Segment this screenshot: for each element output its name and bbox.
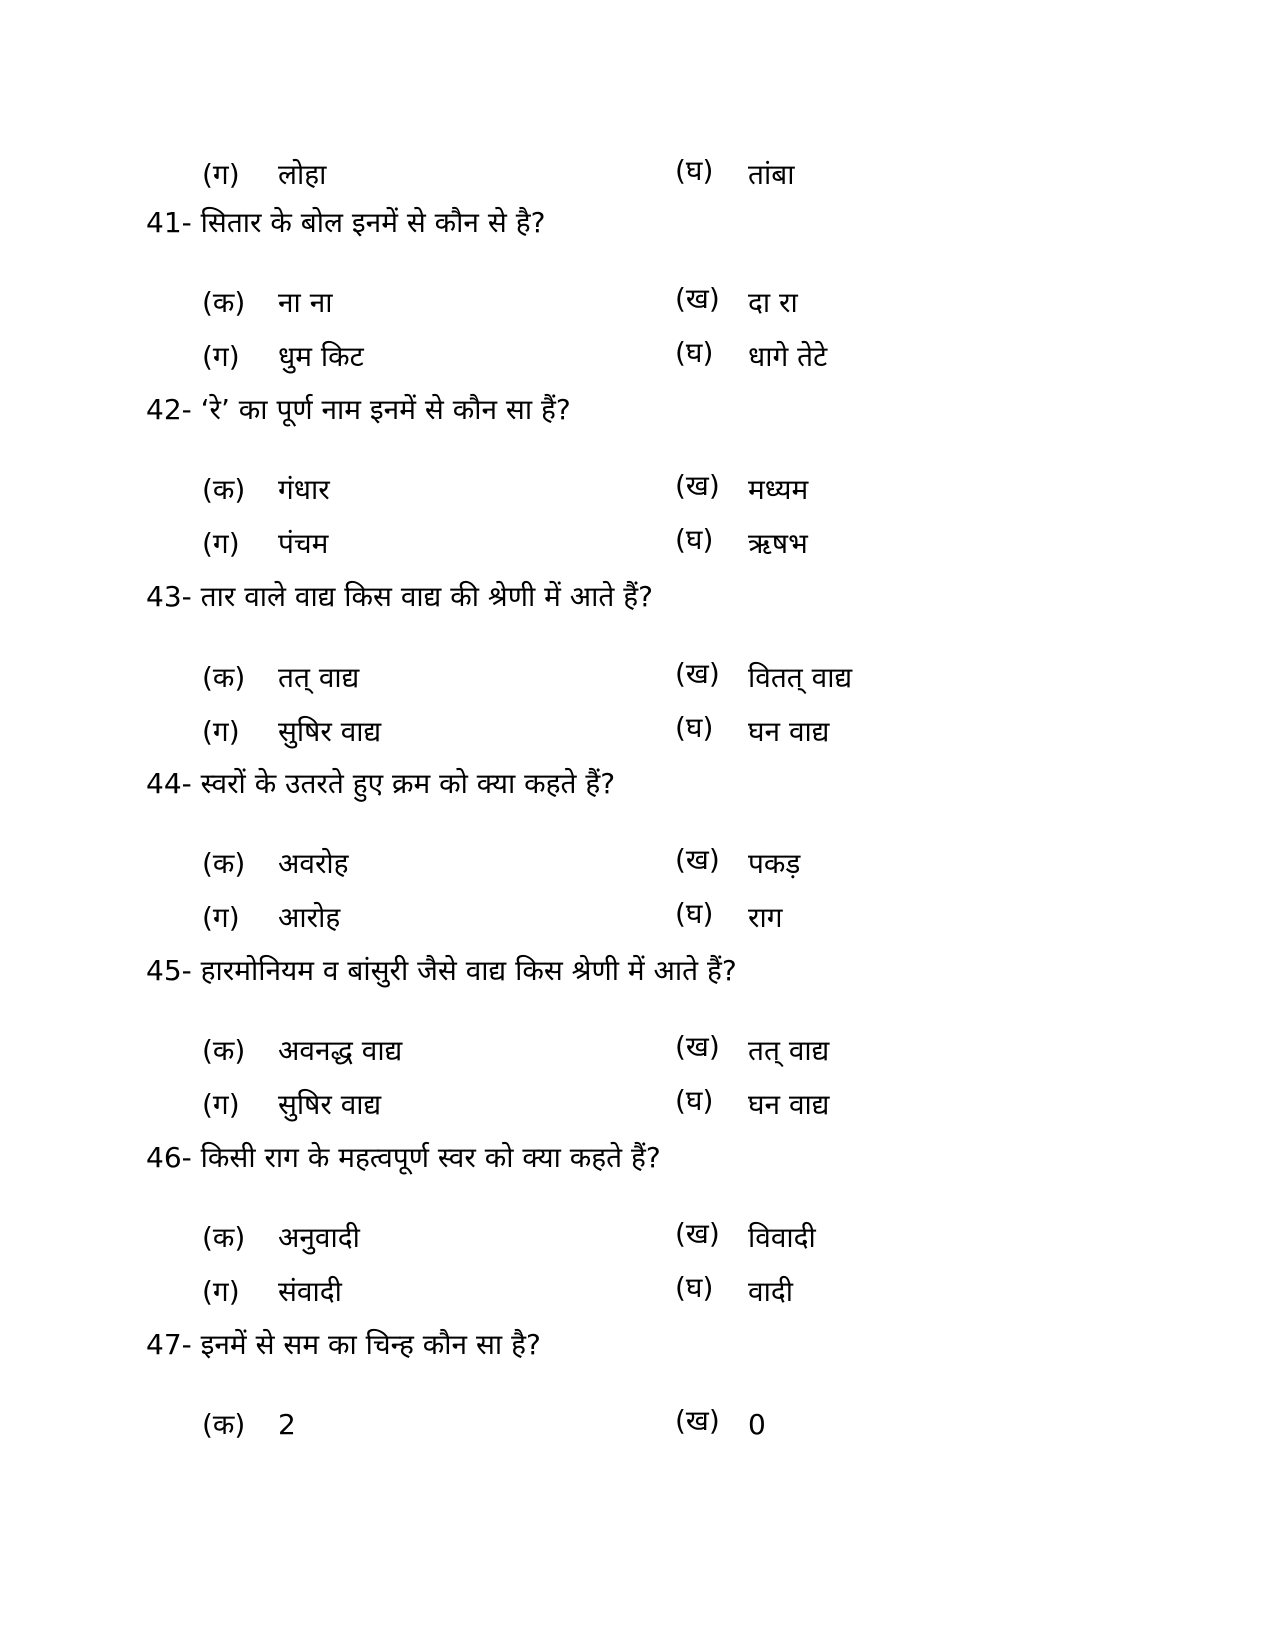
option-label: (ग): [202, 340, 240, 373]
option-label: (घ): [675, 897, 714, 930]
question-41: [146, 205, 545, 241]
option-text: अवनद्ध वाद्य: [278, 1034, 403, 1067]
question-text: सितार के बोल इनमें से कौन से है?: [200, 206, 546, 239]
option-text: सुषिर वाद्य: [278, 715, 382, 748]
option-label: (ग): [202, 1088, 240, 1121]
option-text: विवादी: [748, 1221, 816, 1254]
option-label: (क): [202, 847, 246, 880]
question-number: 44-: [146, 767, 192, 800]
option-label: (क): [202, 1034, 246, 1067]
question-text: इनमें से सम का चिन्ह कौन सा है?: [200, 1328, 541, 1361]
option-text: गंधार: [278, 473, 330, 506]
option-label: (ग): [202, 715, 240, 748]
question-47: [146, 1327, 541, 1363]
option-label: (ग): [202, 1275, 240, 1308]
option-label: (घ): [675, 154, 714, 187]
question-44: [146, 766, 615, 802]
option-label: (क): [202, 661, 246, 694]
question-number: 46-: [146, 1141, 192, 1174]
option-label: (ख): [675, 469, 720, 502]
option-text: वितत् वाद्य: [748, 661, 853, 694]
option-label: (ख): [675, 1217, 720, 1250]
option-label: (ख): [675, 282, 720, 315]
option-label: (ग): [202, 527, 240, 560]
option-text: तांबा: [748, 158, 795, 191]
option-label: (घ): [675, 523, 714, 556]
option-label: (ख): [675, 843, 720, 876]
option-text: ऋषभ: [748, 527, 808, 560]
question-text: तार वाले वाद्य किस वाद्य की श्रेणी में आते हैं?: [200, 580, 653, 613]
option-text: वादी: [748, 1275, 793, 1308]
option-label: (घ): [675, 336, 714, 369]
question-text: किसी राग के महत्वपूर्ण स्वर को क्या कहते हैं?: [200, 1141, 661, 1174]
option-label: (ख): [675, 1030, 720, 1063]
option-label: (क): [202, 1221, 246, 1254]
question-text: स्वरों के उतरते हुए क्रम को क्या कहते हैं?: [200, 767, 616, 800]
option-text: तत् वाद्य: [278, 661, 360, 694]
option-text: अनुवादी: [278, 1221, 360, 1254]
question-46: [146, 1140, 661, 1176]
option-text: राग: [748, 901, 783, 934]
option-text: पंचम: [278, 527, 329, 560]
question-text: ‘रे’ का पूर्ण नाम इनमें से कौन सा हैं?: [200, 393, 571, 426]
question-number: 43-: [146, 580, 192, 613]
option-label: (क): [202, 286, 246, 319]
option-label: (ख): [675, 657, 720, 690]
question-45: [146, 953, 737, 989]
option-text: ना ना: [278, 286, 333, 319]
question-43: [146, 579, 653, 615]
option-label: (क): [202, 1408, 246, 1441]
option-label: (ख): [675, 1404, 720, 1437]
question-text: हारमोनियम व बांसुरी जैसे वाद्य किस श्रेणी में आते हैं?: [200, 954, 737, 987]
option-text: अवरोह: [278, 847, 349, 880]
option-text: दा रा: [748, 286, 798, 319]
option-label: (ग): [202, 158, 240, 191]
option-text: सुषिर वाद्य: [278, 1088, 382, 1121]
option-label: (घ): [675, 1271, 714, 1304]
option-label: (घ): [675, 711, 714, 744]
question-number: 41-: [146, 206, 192, 239]
option-text: संवादी: [278, 1275, 342, 1308]
option-label: (घ): [675, 1084, 714, 1117]
option-label: (ग): [202, 901, 240, 934]
option-text: मध्यम: [748, 473, 809, 506]
option-text: घन वाद्य: [748, 1088, 830, 1121]
option-text: आरोह: [278, 901, 341, 934]
option-text: लोहा: [278, 158, 327, 191]
option-text: घन वाद्य: [748, 715, 830, 748]
option-text: 0: [748, 1408, 766, 1441]
question-42: [146, 392, 571, 428]
option-text: पकड़: [748, 847, 801, 880]
question-number: 42-: [146, 393, 192, 426]
option-text: 2: [278, 1408, 296, 1441]
option-text: धागे तेटे: [748, 340, 828, 373]
question-number: 47-: [146, 1328, 192, 1361]
option-text: धुम किट: [278, 340, 364, 373]
question-number: 45-: [146, 954, 192, 987]
option-text: तत् वाद्य: [748, 1034, 830, 1067]
option-label: (क): [202, 473, 246, 506]
